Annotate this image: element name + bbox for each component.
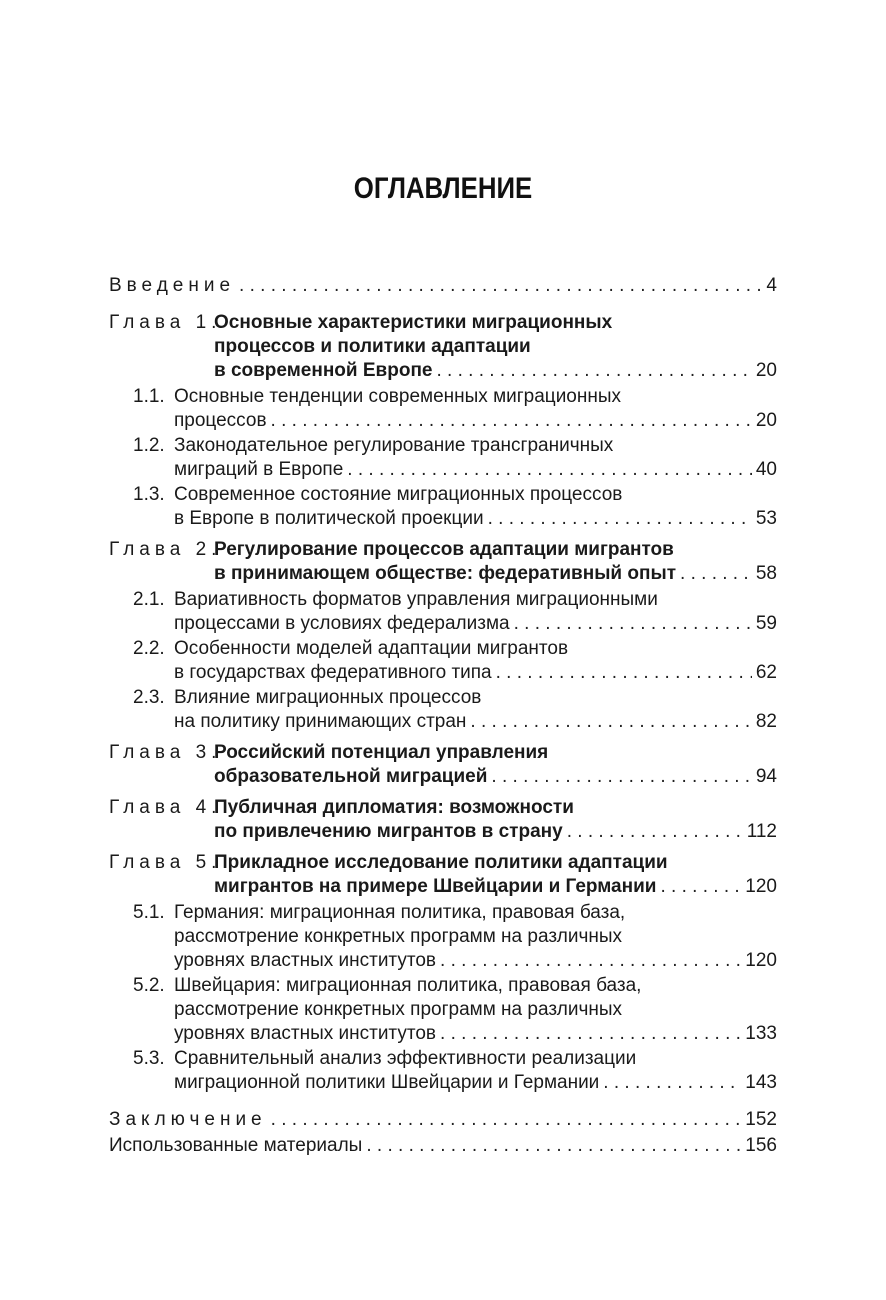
- section-title-line: Швейцария: миграционная политика, правовая база,: [174, 975, 642, 996]
- toc-entry-section-5-2[interactable]: [109, 974, 777, 1046]
- section-title-line: Германия: миграционная политика, правовая база,: [174, 902, 626, 923]
- toc-entry-section-5-3[interactable]: [109, 1047, 777, 1095]
- section-title-line: уровнях властных институтов: [174, 950, 437, 971]
- section-label: 5.2.: [133, 975, 165, 996]
- toc-entry-chapter-4[interactable]: [109, 796, 777, 844]
- toc-entry-section-1-1[interactable]: [109, 385, 777, 433]
- toc-page-number: 20: [755, 360, 777, 381]
- chapter-title-line: Регулирование процессов адаптации мигрантов: [214, 539, 674, 560]
- dot-leader: [491, 765, 751, 789]
- section-label: 5.3.: [133, 1048, 165, 1069]
- toc-page-number: 40: [755, 459, 777, 480]
- section-label: 2.1.: [133, 589, 165, 610]
- dot-leader: [271, 409, 752, 433]
- section-label: 1.3.: [133, 484, 165, 505]
- dot-leader: [496, 661, 752, 685]
- toc-entry-chapter-1[interactable]: [109, 311, 777, 383]
- section-title-line: процессов: [174, 410, 267, 431]
- section-title-line: Сравнительный анализ эффективности реализации: [174, 1048, 637, 1069]
- toc-entry-conclusion[interactable]: [109, 1108, 777, 1132]
- toc-entry-label: Введение: [109, 275, 236, 296]
- toc-page-number: 112: [746, 821, 777, 842]
- section-title-line: в Европе в политической проекции: [174, 508, 484, 529]
- section-title-line: на политику принимающих стран: [174, 711, 467, 732]
- toc-entry-section-2-3[interactable]: [109, 686, 777, 734]
- toc-entry-chapter-3[interactable]: [109, 741, 777, 789]
- section-title-line: в государствах федеративного типа: [174, 662, 492, 683]
- section-title-line: Вариативность форматов управления миграционными: [174, 589, 658, 610]
- toc-entry-label: Использованные материалы: [109, 1135, 363, 1156]
- section-label: 5.1.: [133, 902, 165, 923]
- dot-leader: [488, 507, 752, 531]
- chapter-title-line: Публичная дипломатия: возможности: [214, 797, 574, 818]
- table-of-contents: [109, 274, 777, 1158]
- toc-entry-section-1-3[interactable]: [109, 483, 777, 531]
- toc-page-number: 53: [755, 508, 777, 529]
- chapter-label: Глава 1.: [109, 312, 222, 333]
- toc-page-number: 156: [745, 1135, 777, 1156]
- toc-entry-section-2-2[interactable]: [109, 637, 777, 685]
- toc-entry-introduction[interactable]: [109, 274, 777, 298]
- section-title-line: Основные тенденции современных миграционных: [174, 386, 622, 407]
- toc-entry-section-1-2[interactable]: [109, 434, 777, 482]
- toc-page-number: 152: [745, 1109, 777, 1130]
- chapter-title-line: образовательной миграцией: [214, 766, 488, 787]
- chapter-title-line: процессов и политики адаптации: [214, 336, 531, 357]
- section-title-line: миграционной политики Швейцарии и Германии: [174, 1072, 600, 1093]
- dot-leader: [239, 274, 762, 298]
- section-title-line: процессами в условиях федерализма: [174, 613, 510, 634]
- section-title-line: рассмотрение конкретных программ на различных: [174, 926, 623, 947]
- dot-leader: [440, 949, 741, 973]
- toc-entry-section-2-1[interactable]: [109, 588, 777, 636]
- dot-leader: [436, 359, 751, 383]
- toc-entry-chapter-5[interactable]: [109, 851, 777, 899]
- chapter-title-line: Российский потенциал управления: [214, 742, 549, 763]
- toc-page-number: 120: [745, 876, 777, 897]
- dot-leader: [271, 1108, 742, 1132]
- dot-leader: [440, 1022, 741, 1046]
- section-title-line: Законодательное регулирование трансграничных: [174, 435, 614, 456]
- section-title-line: уровнях властных институтов: [174, 1023, 437, 1044]
- dot-leader: [347, 458, 752, 482]
- toc-page-number: 143: [745, 1072, 777, 1093]
- toc-entry-label: Заключение: [109, 1109, 267, 1130]
- toc-entry-chapter-2[interactable]: [109, 538, 777, 586]
- dot-leader: [603, 1071, 741, 1095]
- section-title-line: Современное состояние миграционных процессов: [174, 484, 623, 505]
- dot-leader: [470, 710, 751, 734]
- toc-page-number: 82: [755, 711, 777, 732]
- page-title: ОГЛАВЛЕНИЕ: [353, 172, 533, 205]
- chapter-title-line: по привлечению мигрантов в страну: [214, 821, 563, 842]
- dot-leader: [366, 1134, 741, 1158]
- toc-page-number: 133: [745, 1023, 777, 1044]
- section-label: 1.1.: [133, 386, 165, 407]
- toc-entry-references[interactable]: [109, 1134, 777, 1158]
- section-title-line: Особенности моделей адаптации мигрантов: [174, 638, 569, 659]
- toc-page-number: 62: [755, 662, 777, 683]
- dot-leader: [660, 875, 741, 899]
- section-label: 2.2.: [133, 638, 165, 659]
- chapter-title-line: Основные характеристики миграционных: [214, 312, 613, 333]
- chapter-title-line: мигрантов на примере Швейцарии и Германии: [214, 876, 657, 897]
- toc-page-number: 58: [755, 563, 777, 584]
- dot-leader: [680, 562, 752, 586]
- chapter-title-line: Прикладное исследование политики адаптации: [214, 852, 668, 873]
- section-label: 2.3.: [133, 687, 165, 708]
- toc-page-number: 94: [755, 766, 777, 787]
- toc-page-number: 59: [755, 613, 777, 634]
- section-title-line: миграций в Европе: [174, 459, 344, 480]
- section-title-line: рассмотрение конкретных программ на различных: [174, 999, 623, 1020]
- toc-page-number: 120: [745, 950, 777, 971]
- chapter-label: Глава 4.: [109, 797, 222, 818]
- section-label: 1.2.: [133, 435, 165, 456]
- toc-page-number: 4: [766, 275, 777, 296]
- chapter-label: Глава 3.: [109, 742, 222, 763]
- dot-leader: [514, 612, 752, 636]
- chapter-label: Глава 5.: [109, 852, 222, 873]
- toc-entry-section-5-1[interactable]: [109, 901, 777, 973]
- section-title-line: Влияние миграционных процессов: [174, 687, 482, 708]
- chapter-label: Глава 2.: [109, 539, 222, 560]
- dot-leader: [567, 820, 743, 844]
- chapter-title-line: в современной Европе: [214, 360, 433, 381]
- toc-page-number: 20: [755, 410, 777, 431]
- chapter-title-line: в принимающем обществе: федеративный опыт: [214, 563, 677, 584]
